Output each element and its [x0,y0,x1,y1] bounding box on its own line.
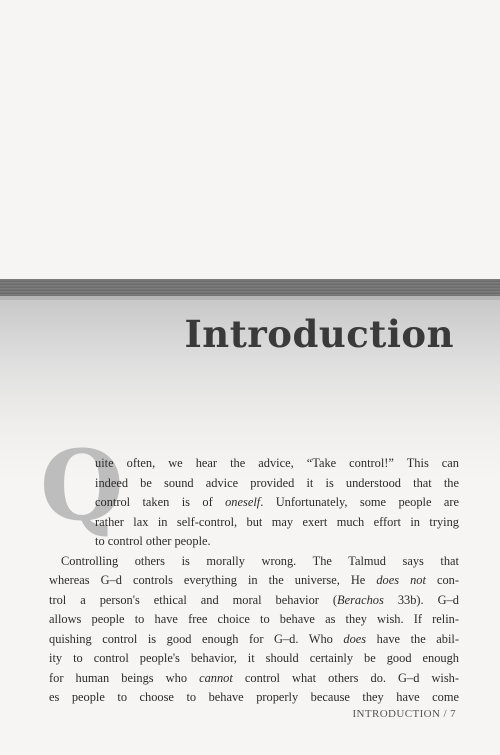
text-line: to control other people. [95,534,211,548]
text-line: uite often, we hear the advice, “Take control!” This can [95,456,459,470]
text-line: quishing control is good enough for G–d. Who does have the abil- [49,631,459,646]
drop-cap: Q [40,429,124,542]
text-line: control taken is of oneself. Unfortunately, some people are [95,495,460,509]
header-rule [0,279,500,296]
page-folio: INTRODUCTION / 7 [352,708,456,720]
text-line: rather lax in self-control, but may exert much effort in trying [95,514,459,529]
text-line: Controlling others is morally wrong. The Talmud says that [61,553,459,568]
paragraph-1 [49,454,459,552]
chapter-title: Introduction [184,312,454,356]
text-line: for human beings who cannot control what others do. G–d wish- [49,670,459,685]
text-line: trol a person's ethical and moral behavior (Berachos 33b). G–d [49,592,459,607]
text-line: allows people to have free choice to behave as they wish. If relin- [49,612,459,626]
body-text [49,454,459,708]
text-line: indeed be sound advice provided it is understood that the [95,475,459,490]
text-line: ity to control people's behavior, it should certainly be good enough [49,651,459,665]
text-line: whereas G–d controls everything in the universe, He does not con- [49,573,459,587]
paragraph-2 [49,552,459,708]
text-line: es people to choose to behave properly because they have come [49,690,459,704]
